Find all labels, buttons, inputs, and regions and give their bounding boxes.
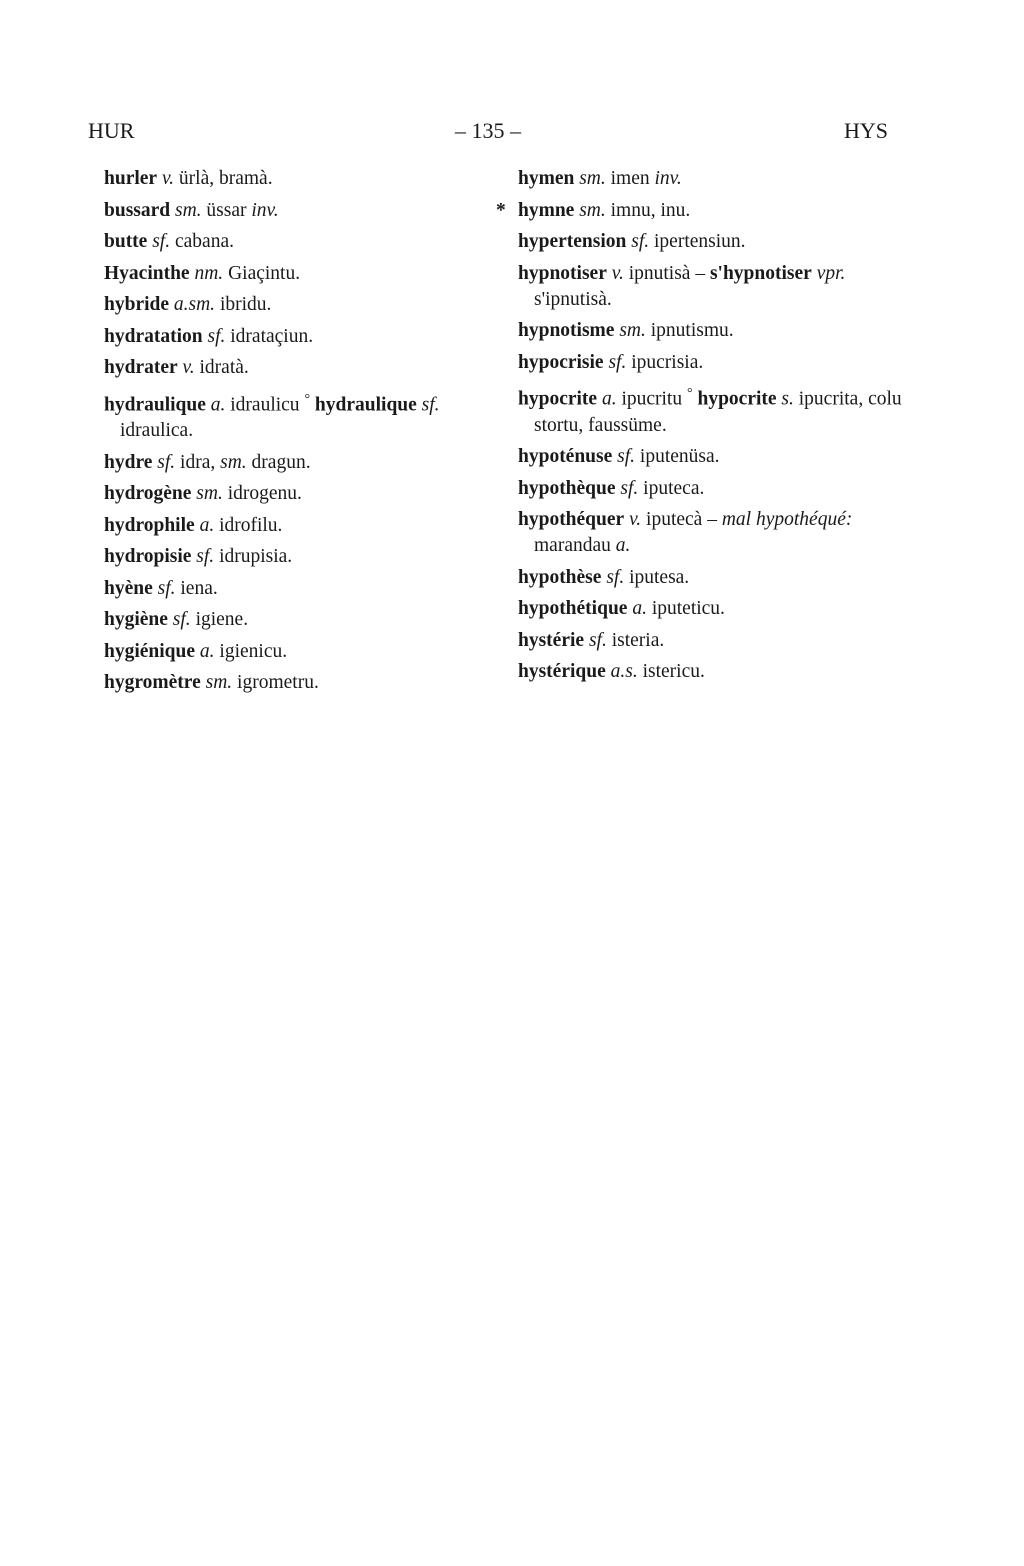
- entry-separator: °: [304, 391, 311, 407]
- entry-headword: hydrogène: [104, 483, 192, 504]
- entry-grammar: sf.: [207, 325, 226, 347]
- right-column: [496, 166, 908, 691]
- entry-translation: üssar: [206, 199, 247, 221]
- entry-grammar: sf.: [152, 231, 171, 252]
- entry-grammar: sm.: [619, 320, 646, 341]
- entry-grammar: sm.: [196, 483, 223, 504]
- page-number: – 135 –: [455, 118, 521, 143]
- entry-headword: hypothétique: [518, 598, 628, 619]
- entry-headword: hygiène: [104, 609, 168, 630]
- entry-headword: hypnotisme: [518, 320, 615, 341]
- entry-translation: idratà.: [199, 357, 249, 378]
- page-header: [88, 118, 888, 154]
- entry-translation: ipucritu: [621, 388, 683, 410]
- entry-headword: butte: [104, 231, 148, 252]
- dictionary-entry: [518, 261, 908, 313]
- entry-grammar-2: mal hypothéqué:: [721, 509, 853, 530]
- entry-grammar: sf.: [157, 577, 176, 599]
- entry-translation: cabana.: [174, 231, 234, 252]
- entry-translation: idrupisia.: [219, 546, 293, 567]
- entry-grammar-2: s.: [781, 388, 794, 410]
- entry-headword: bussard: [104, 199, 171, 221]
- entry-headword: hypocrisie: [518, 351, 604, 373]
- left-column: [104, 166, 494, 702]
- entry-headword: hydropisie: [104, 546, 192, 567]
- entry-grammar: a.: [632, 598, 647, 619]
- entry-translation: imnu, inu.: [610, 199, 691, 221]
- dictionary-entry: [104, 481, 494, 507]
- entry-grammar: v.: [182, 357, 195, 378]
- dictionary-entry: [518, 628, 908, 654]
- entry-translation: imen: [610, 168, 650, 189]
- entry-grammar: sf.: [588, 629, 607, 651]
- entry-translation: ipertensiun.: [654, 231, 746, 252]
- entry-headword: hymen: [518, 168, 575, 189]
- header-first-entry: HUR: [88, 118, 135, 143]
- dictionary-entry: [104, 544, 494, 570]
- dictionary-entry: [518, 229, 908, 255]
- entry-translation: igrometru.: [237, 672, 319, 693]
- entry-note: inv.: [654, 168, 682, 189]
- entry-translation: igiene.: [195, 609, 249, 630]
- entry-translation: iputeticu.: [651, 598, 725, 619]
- dictionary-entry: [518, 350, 908, 376]
- entry-translation: idraulicu: [230, 394, 300, 415]
- dictionary-entry: [104, 513, 494, 539]
- entry-grammar: nm.: [194, 262, 224, 284]
- entry-headword: hydrater: [104, 357, 178, 378]
- entry-translation: Giaçintu.: [228, 262, 301, 284]
- entry-translation: igienicu.: [219, 640, 288, 662]
- dictionary-entry: [518, 659, 908, 685]
- dictionary-entry: [104, 324, 494, 350]
- entry-grammar: a.: [210, 394, 226, 415]
- entry-subheadword: s'hypnotiser: [709, 262, 812, 284]
- dictionary-entry: [104, 387, 494, 445]
- entry-headword: hydrophile: [104, 514, 195, 536]
- entry-translation-2: s'ipnutisà.: [534, 288, 612, 310]
- entry-grammar: sf.: [608, 351, 627, 373]
- dictionary-entry: [104, 670, 494, 696]
- entry-headword: hydratation: [104, 325, 203, 347]
- entry-headword: hystérie: [518, 629, 585, 651]
- entry-grammar: sf.: [172, 609, 191, 630]
- entry-headword: hystérique: [518, 661, 606, 682]
- entry-grammar: sf.: [157, 451, 176, 473]
- dictionary-entry: [104, 355, 494, 381]
- entry-headword: hymne: [518, 199, 575, 221]
- entry-note: a.: [615, 535, 631, 556]
- entry-translation: ibridu.: [219, 294, 272, 315]
- entry-grammar: a.s.: [610, 661, 638, 682]
- entry-headword: hypothèque: [518, 477, 616, 499]
- dictionary-entry: [518, 507, 908, 559]
- entry-translation: ipnutismu.: [650, 320, 734, 341]
- entry-grammar: sf.: [196, 546, 215, 567]
- dictionary-entry: [104, 198, 494, 224]
- dictionary-entry: [518, 596, 908, 622]
- entry-headword: hypnotiser: [518, 262, 607, 284]
- entry-headword: hypertension: [518, 231, 627, 252]
- entry-translation-2: ipucrita, colu stortu, faussüme.: [534, 388, 902, 436]
- dictionary-entry: [518, 565, 908, 591]
- entry-translation-2: marandau: [534, 535, 611, 556]
- entry-headword: hypoténuse: [518, 446, 613, 467]
- entry-headword: hypothéquer: [518, 509, 625, 530]
- dictionary-entry: [104, 450, 494, 476]
- entry-headword: hyène: [104, 577, 153, 599]
- dictionary-entry: [104, 292, 494, 318]
- entry-translation: ipucrisia.: [631, 351, 704, 373]
- entry-headword: hybride: [104, 294, 170, 315]
- entry-separator: °: [686, 386, 693, 401]
- entry-grammar: sf.: [620, 477, 639, 499]
- dictionary-entry: [104, 576, 494, 602]
- entry-headword: hypothèse: [518, 566, 602, 588]
- dictionary-entry: [104, 639, 494, 665]
- entry-translation: iputesa.: [629, 566, 690, 588]
- entry-translation: iena.: [180, 577, 218, 599]
- entry-subheadword: hypocrite: [697, 388, 777, 410]
- entry-grammar: sf.: [631, 231, 650, 252]
- entry-headword: hydraulique: [104, 394, 206, 415]
- entry-grammar: a.: [199, 640, 215, 662]
- entry-grammar-2: sm.: [220, 451, 247, 473]
- entry-headword: hydre: [104, 451, 153, 473]
- entry-translation: idrofilu.: [219, 514, 283, 536]
- entry-star-marker: *: [496, 199, 506, 221]
- entry-translation: iputenüsa.: [639, 446, 720, 467]
- entry-grammar: a.: [199, 514, 215, 536]
- entry-grammar: sf.: [606, 566, 625, 588]
- dictionary-entry: [518, 166, 908, 192]
- entry-translation: iputeca.: [643, 477, 705, 499]
- entry-translation: idrogenu.: [227, 483, 302, 504]
- entry-grammar: sm.: [579, 168, 606, 189]
- entry-translation: iputecà –: [646, 509, 717, 530]
- entry-grammar: sm.: [205, 672, 233, 693]
- entry-translation: idrataçiun.: [230, 325, 314, 347]
- dictionary-entry: [518, 381, 908, 439]
- entry-translation-2: idraulica.: [120, 420, 194, 441]
- header-last-entry: HYS: [843, 118, 888, 143]
- dictionary-entry: [104, 261, 494, 287]
- dictionary-entry: [104, 166, 494, 192]
- entry-grammar: sm.: [175, 199, 202, 221]
- entry-grammar: a.sm.: [173, 294, 216, 315]
- entry-translation: ürlà, bramà.: [178, 168, 273, 189]
- entry-grammar: v.: [629, 509, 642, 530]
- entry-translation-2: dragun.: [251, 451, 311, 473]
- entry-headword: hygiénique: [104, 640, 196, 662]
- entry-subheadword: hydraulique: [314, 394, 417, 415]
- entry-grammar: v.: [161, 168, 175, 189]
- dictionary-entry: [518, 476, 908, 502]
- entry-translation: ipnutisà –: [628, 262, 706, 284]
- entry-grammar: a.: [601, 388, 617, 410]
- entry-translation: idra,: [180, 451, 216, 473]
- dictionary-entry: [518, 318, 908, 344]
- entry-grammar: sf.: [617, 446, 636, 467]
- dictionary-entry: [104, 229, 494, 255]
- entry-note: inv.: [251, 199, 279, 221]
- entry-translation: istericu.: [642, 661, 705, 682]
- entry-headword: hypocrite: [518, 388, 598, 410]
- dictionary-entry: [496, 198, 908, 224]
- entry-headword: Hyacinthe: [104, 262, 190, 284]
- entry-translation: isteria.: [611, 629, 665, 651]
- entry-grammar-2: sf.: [421, 394, 440, 415]
- entry-grammar: sm.: [579, 199, 606, 221]
- entry-headword: hygromètre: [104, 672, 201, 693]
- dictionary-entry: [104, 607, 494, 633]
- entry-grammar-2: vpr.: [816, 262, 846, 284]
- entry-grammar: v.: [611, 262, 624, 284]
- dictionary-entry: [518, 444, 908, 470]
- entry-headword: hurler: [104, 168, 158, 189]
